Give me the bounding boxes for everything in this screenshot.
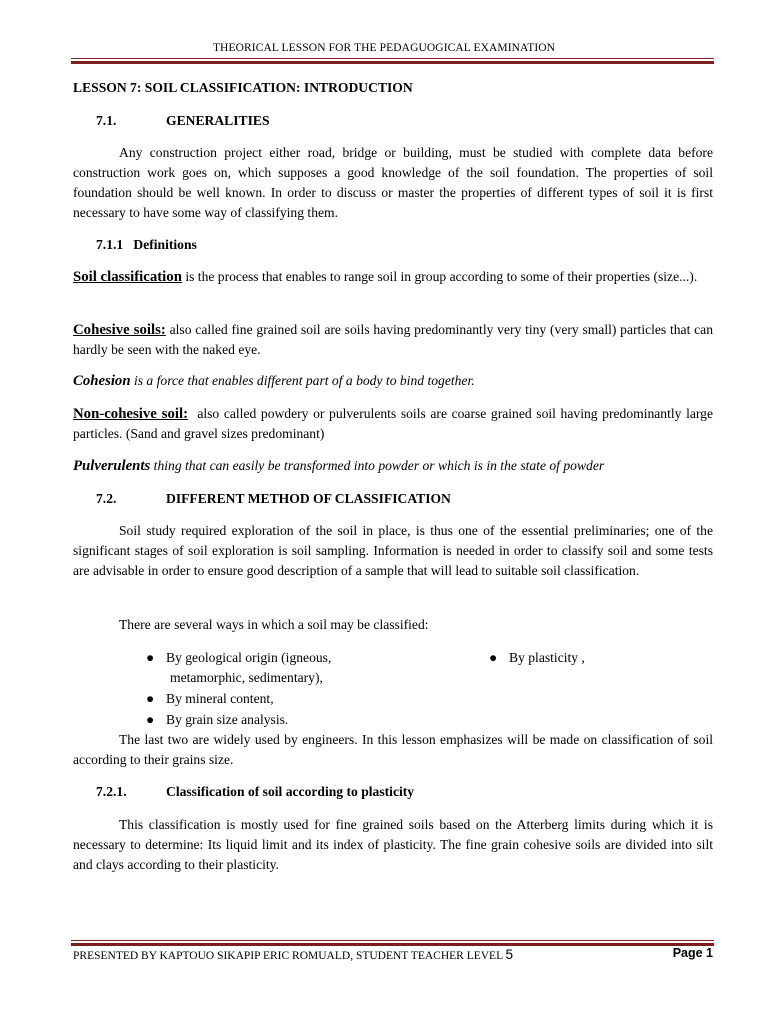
term-pulverulents: Pulverulents: [73, 458, 151, 474]
definition-cohesive-soils: [73, 320, 713, 360]
bullet-dot: ●: [489, 650, 498, 665]
section-7-1-number: 7.1.: [96, 113, 117, 128]
term-soil-classification: Soil classification: [73, 269, 182, 285]
definition-soil-classification: [73, 267, 713, 287]
footer: [73, 947, 713, 962]
generalities-paragraph: Any construction project either road, bridge or building, must be studied with complete data before construction work goes on, which supposes a good knowledge of the soil foundation. The properties of soil foundation should be well known. In order to discuss or master the properties of different types of soil it is first necessary to have some way of classifying them.: [73, 145, 713, 220]
page-number: Page 1: [672, 946, 713, 960]
term-cohesion: Cohesion: [73, 373, 131, 389]
bullet-dot: ●: [146, 691, 155, 706]
section-7-1-1-title: 7.1.1 Definitions: [96, 237, 197, 252]
definition-text: is the process that enables to range soil in group according to some of their properties (size...).: [181, 269, 698, 284]
header-rule: [71, 58, 714, 64]
definition-text: is a force that enables different part of a body to bind together.: [130, 373, 475, 388]
definition-pulverulents: [73, 456, 713, 476]
section-7-1-title: GENERALITIES: [166, 113, 270, 128]
bullet-mineral-content: [146, 689, 274, 709]
lesson-title: LESSON 7: SOIL CLASSIFICATION: INTRODUCTION: [73, 80, 413, 95]
section-7-2-number: 7.2.: [96, 491, 117, 506]
definition-text: also called powdery or pulverulents soils are coarse grained soil having predominantly large particles. (Sand and gravel sizes predominant): [73, 406, 717, 441]
term-non-cohesive-soil: Non-cohesive soil:: [73, 406, 189, 422]
bullet-text: By grain size analysis.: [166, 712, 289, 727]
bullet-grain-size: [146, 710, 289, 730]
bullet-text: By geological origin (igneous,: [166, 650, 332, 665]
term-cohesive-soils: Cohesive soils:: [73, 322, 166, 338]
definition-text: thing that can easily be transformed into powder or which is in the state of powder: [150, 458, 605, 473]
last-two-paragraph: The last two are widely used by engineers. In this lesson emphasizes will be made on classification of soil according to their grains size.: [73, 732, 713, 767]
definition-text: also called fine grained soil are soils having predominantly very tiny (very small) particles that can hardly be seen with the naked eye.: [73, 322, 713, 357]
bullet-text: By plasticity ,: [509, 650, 585, 665]
section-7-2-1-number: 7.2.1.: [96, 784, 127, 799]
bullet-text: By mineral content,: [166, 691, 274, 706]
plasticity-paragraph: This classification is mostly used for fine grained soils based on the Atterberg limits during which it is necessary to determine: Its liquid limit and its index of plasticity. The fine grain cohesive soils are divided into silt and clays according to their plasticity.: [73, 817, 713, 872]
bullet-plasticity: [489, 648, 585, 668]
bullet-continuation: metamorphic, sedimentary),: [170, 670, 323, 685]
footer-level: 5: [505, 947, 514, 962]
footer-presenter: PRESENTED BY KAPTOUO SIKAPIP ERIC ROMUALD, STUDENT TEACHER LEVEL: [73, 950, 506, 962]
ways-intro: There are several ways in which a soil may be classified:: [119, 617, 429, 632]
definition-cohesion: [73, 371, 713, 391]
page-header-title: THEORICAL LESSON FOR THE PEDAGUOGICAL EXAMINATION: [212, 42, 556, 54]
classification-paragraph: Soil study required exploration of the soil in place, is thus one of the essential preliminaries; one of the significant stages of soil exploration is soil sampling. Information is needed in order to classify soil and some tests are advisable in order to ensure good description of a sample that will lead to suitable soil classification.: [73, 523, 713, 578]
section-7-2-1-title: Classification of soil according to plasticity: [166, 784, 415, 799]
bullet-dot: ●: [146, 650, 155, 665]
bullet-geological-origin: [146, 648, 332, 668]
bullet-dot: ●: [146, 712, 155, 727]
section-7-2-title: DIFFERENT METHOD OF CLASSIFICATION: [166, 491, 451, 506]
definition-non-cohesive-soil: [73, 404, 717, 444]
footer-rule: [71, 940, 714, 946]
